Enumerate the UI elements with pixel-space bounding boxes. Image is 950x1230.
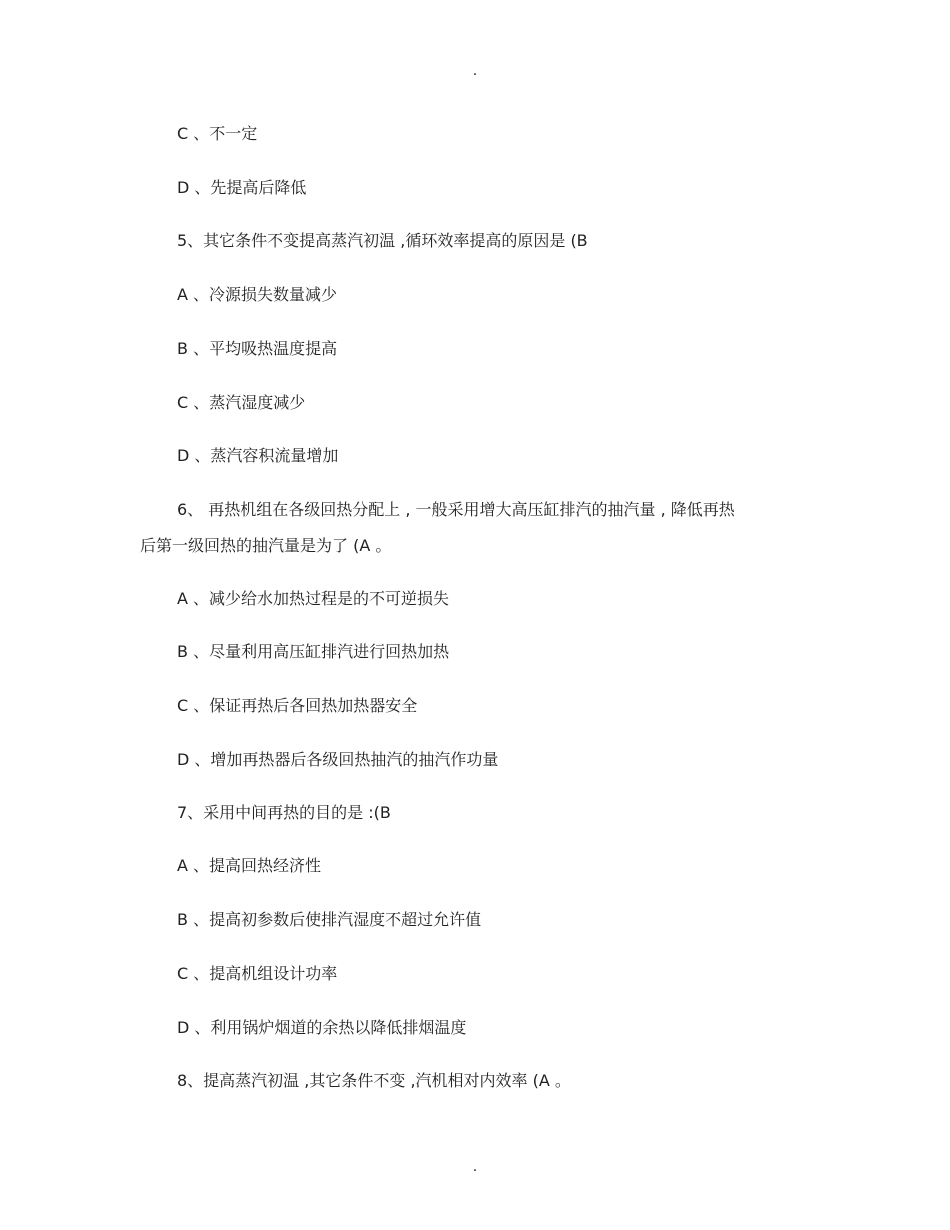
option-c-q5: C 、蒸汽湿度减少	[177, 393, 306, 412]
option-d-q5: D 、蒸汽容积流量增加	[177, 446, 339, 465]
footer-mark: .	[472, 1159, 478, 1175]
option-c-q4: C 、不一定	[177, 124, 258, 143]
header-mark: .	[472, 63, 478, 79]
option-b-q5: B 、平均吸热温度提高	[177, 339, 338, 358]
question-7: 7、采用中间再热的目的是 :(B	[177, 803, 391, 822]
question-8: 8、提高蒸汽初温 ,其它条件不变 ,汽机相对内效率 (A 。	[177, 1071, 571, 1090]
option-a-q5: A 、冷源损失数量减少	[177, 285, 338, 304]
question-6-line-2: 后第一级回热的抽汽量是为了 (A 。	[140, 536, 392, 555]
option-b-q6: B 、尽量利用高压缸排汽进行回热加热	[177, 642, 450, 661]
option-d-q6: D 、增加再热器后各级回热抽汽的抽汽作功量	[177, 750, 499, 769]
option-a-q7: A 、提高回热经济性	[177, 856, 322, 875]
option-c-q7: C 、提高机组设计功率	[177, 964, 338, 983]
option-d-q4: D 、先提高后降低	[177, 178, 307, 197]
option-c-q6: C 、保证再热后各回热加热器安全	[177, 696, 418, 715]
question-5: 5、其它条件不变提高蒸汽初温 ,循环效率提高的原因是 (B	[177, 231, 588, 250]
option-d-q7: D 、利用锅炉烟道的余热以降低排烟温度	[177, 1018, 467, 1037]
option-b-q7: B 、提高初参数后使排汽湿度不超过允许值	[177, 910, 482, 929]
option-a-q6: A 、减少给水加热过程是的不可逆损失	[177, 589, 450, 608]
question-6-line-1: 6、 再热机组在各级回热分配上 , 一般采用增大高压缸排汽的抽汽量 , 降低再热	[177, 500, 735, 519]
